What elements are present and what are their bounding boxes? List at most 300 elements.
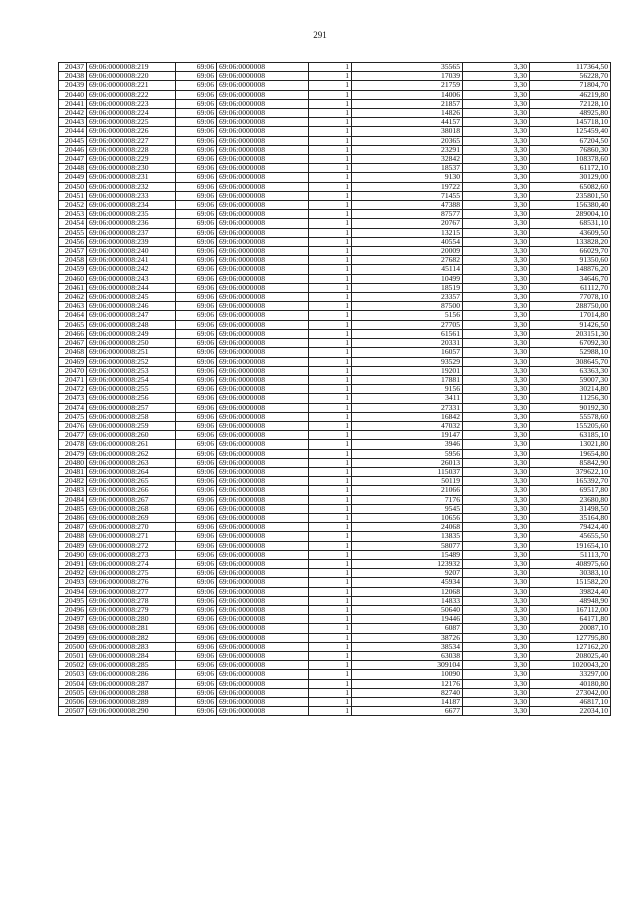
count-value-cell: 1 — [309, 109, 352, 118]
count-value-cell: 1 — [309, 624, 352, 633]
total-value-cell: 125459,40 — [530, 127, 611, 136]
count-value-cell: 1 — [309, 670, 352, 679]
table-row — [59, 412, 611, 421]
block-number-cell: 69:06:0000008 — [217, 550, 309, 559]
count-value-cell: 1 — [309, 679, 352, 688]
block-number-cell: 69:06:0000008 — [217, 421, 309, 430]
block-number-cell: 69:06:0000008 — [217, 707, 309, 716]
rate-value-cell: 3,30 — [463, 283, 530, 292]
cadastral-number-cell: 69:06:0000008:259 — [87, 421, 176, 430]
cadastral-number-cell: 69:06:0000008:233 — [87, 191, 176, 200]
cadastral-number-cell: 69:06:0000008:278 — [87, 596, 176, 605]
row-number-cell: 20472 — [59, 385, 87, 394]
rate-value-cell: 3,30 — [463, 247, 530, 256]
cadastral-number-cell: 69:06:0000008:270 — [87, 523, 176, 532]
count-value-cell: 1 — [309, 431, 352, 440]
count-value-cell: 1 — [309, 228, 352, 237]
rate-value-cell: 3,30 — [463, 688, 530, 697]
area-value-cell: 27705 — [352, 320, 463, 329]
district-code-cell: 69:06 — [176, 431, 217, 440]
block-number-cell: 69:06:0000008 — [217, 477, 309, 486]
count-value-cell: 1 — [309, 247, 352, 256]
district-code-cell: 69:06 — [176, 136, 217, 145]
row-number-cell: 20464 — [59, 311, 87, 320]
area-value-cell: 12068 — [352, 587, 463, 596]
block-number-cell: 69:06:0000008 — [217, 210, 309, 219]
total-value-cell: 52988,10 — [530, 348, 611, 357]
district-code-cell: 69:06 — [176, 210, 217, 219]
row-number-cell: 20446 — [59, 145, 87, 154]
block-number-cell: 69:06:0000008 — [217, 81, 309, 90]
cadastral-number-cell: 69:06:0000008:224 — [87, 109, 176, 118]
district-code-cell: 69:06 — [176, 624, 217, 633]
table-row — [59, 155, 611, 164]
cadastral-number-cell: 69:06:0000008:286 — [87, 670, 176, 679]
total-value-cell: 31498,50 — [530, 504, 611, 513]
count-value-cell: 1 — [309, 118, 352, 127]
total-value-cell: 30214,80 — [530, 385, 611, 394]
area-value-cell: 23357 — [352, 293, 463, 302]
table-row — [59, 513, 611, 522]
cadastral-number-cell: 69:06:0000008:262 — [87, 449, 176, 458]
block-number-cell: 69:06:0000008 — [217, 661, 309, 670]
cadastral-number-cell: 69:06:0000008:276 — [87, 578, 176, 587]
row-number-cell: 20450 — [59, 182, 87, 191]
district-code-cell: 69:06 — [176, 339, 217, 348]
table-body — [59, 63, 611, 716]
count-value-cell: 1 — [309, 412, 352, 421]
area-value-cell: 17039 — [352, 72, 463, 81]
total-value-cell: 288750,00 — [530, 302, 611, 311]
total-value-cell: 289004,10 — [530, 210, 611, 219]
row-number-cell: 20495 — [59, 596, 87, 605]
area-value-cell: 16842 — [352, 412, 463, 421]
count-value-cell: 1 — [309, 357, 352, 366]
district-code-cell: 69:06 — [176, 679, 217, 688]
block-number-cell: 69:06:0000008 — [217, 63, 309, 72]
total-value-cell: 85842,90 — [530, 458, 611, 467]
cadastral-number-cell: 69:06:0000008:219 — [87, 63, 176, 72]
total-value-cell: 11256,30 — [530, 394, 611, 403]
district-code-cell: 69:06 — [176, 504, 217, 513]
total-value-cell: 35164,80 — [530, 513, 611, 522]
table-row — [59, 541, 611, 550]
total-value-cell: 133828,20 — [530, 237, 611, 246]
count-value-cell: 1 — [309, 72, 352, 81]
block-number-cell: 69:06:0000008 — [217, 90, 309, 99]
block-number-cell: 69:06:0000008 — [217, 532, 309, 541]
district-code-cell: 69:06 — [176, 182, 217, 191]
table-row — [59, 348, 611, 357]
block-number-cell: 69:06:0000008 — [217, 145, 309, 154]
row-number-cell: 20506 — [59, 698, 87, 707]
area-value-cell: 123932 — [352, 559, 463, 568]
cadastral-number-cell: 69:06:0000008:282 — [87, 633, 176, 642]
cadastral-number-cell: 69:06:0000008:289 — [87, 698, 176, 707]
area-value-cell: 14833 — [352, 596, 463, 605]
cadastral-number-cell: 69:06:0000008:287 — [87, 679, 176, 688]
count-value-cell: 1 — [309, 237, 352, 246]
block-number-cell: 69:06:0000008 — [217, 679, 309, 688]
area-value-cell: 18537 — [352, 164, 463, 173]
district-code-cell: 69:06 — [176, 99, 217, 108]
rate-value-cell: 3,30 — [463, 348, 530, 357]
table-row — [59, 72, 611, 81]
rate-value-cell: 3,30 — [463, 302, 530, 311]
district-code-cell: 69:06 — [176, 587, 217, 596]
total-value-cell: 145718,10 — [530, 118, 611, 127]
area-value-cell: 21857 — [352, 99, 463, 108]
rate-value-cell: 3,30 — [463, 605, 530, 614]
block-number-cell: 69:06:0000008 — [217, 403, 309, 412]
row-number-cell: 20489 — [59, 541, 87, 550]
district-code-cell: 69:06 — [176, 375, 217, 384]
area-value-cell: 19201 — [352, 366, 463, 375]
rate-value-cell: 3,30 — [463, 375, 530, 384]
area-value-cell: 32842 — [352, 155, 463, 164]
block-number-cell: 69:06:0000008 — [217, 182, 309, 191]
table-row — [59, 403, 611, 412]
count-value-cell: 1 — [309, 201, 352, 210]
row-number-cell: 20474 — [59, 403, 87, 412]
row-number-cell: 20507 — [59, 707, 87, 716]
area-value-cell: 12176 — [352, 679, 463, 688]
area-value-cell: 309104 — [352, 661, 463, 670]
rate-value-cell: 3,30 — [463, 219, 530, 228]
rate-value-cell: 3,30 — [463, 63, 530, 72]
district-code-cell: 69:06 — [176, 513, 217, 522]
rate-value-cell: 3,30 — [463, 495, 530, 504]
row-number-cell: 20467 — [59, 339, 87, 348]
district-code-cell: 69:06 — [176, 440, 217, 449]
area-value-cell: 10656 — [352, 513, 463, 522]
district-code-cell: 69:06 — [176, 366, 217, 375]
count-value-cell: 1 — [309, 642, 352, 651]
block-number-cell: 69:06:0000008 — [217, 578, 309, 587]
district-code-cell: 69:06 — [176, 412, 217, 421]
total-value-cell: 71804,70 — [530, 81, 611, 90]
area-value-cell: 45114 — [352, 265, 463, 274]
table-row — [59, 458, 611, 467]
block-number-cell: 69:06:0000008 — [217, 541, 309, 550]
row-number-cell: 20460 — [59, 274, 87, 283]
block-number-cell: 69:06:0000008 — [217, 504, 309, 513]
district-code-cell: 69:06 — [176, 688, 217, 697]
total-value-cell: 167112,00 — [530, 605, 611, 614]
cadastral-number-cell: 69:06:0000008:258 — [87, 412, 176, 421]
total-value-cell: 30383,10 — [530, 569, 611, 578]
table-row — [59, 210, 611, 219]
table-row — [59, 652, 611, 661]
table-row — [59, 615, 611, 624]
rate-value-cell: 3,30 — [463, 265, 530, 274]
row-number-cell: 20478 — [59, 440, 87, 449]
area-value-cell: 44157 — [352, 118, 463, 127]
table-row — [59, 201, 611, 210]
district-code-cell: 69:06 — [176, 247, 217, 256]
block-number-cell: 69:06:0000008 — [217, 366, 309, 375]
area-value-cell: 115037 — [352, 467, 463, 476]
count-value-cell: 1 — [309, 348, 352, 357]
count-value-cell: 1 — [309, 99, 352, 108]
row-number-cell: 20479 — [59, 449, 87, 458]
rate-value-cell: 3,30 — [463, 477, 530, 486]
cadastral-number-cell: 69:06:0000008:274 — [87, 559, 176, 568]
table-row — [59, 109, 611, 118]
total-value-cell: 191654,10 — [530, 541, 611, 550]
block-number-cell: 69:06:0000008 — [217, 513, 309, 522]
table-row — [59, 320, 611, 329]
area-value-cell: 50640 — [352, 605, 463, 614]
table-row — [59, 118, 611, 127]
table-row — [59, 642, 611, 651]
row-number-cell: 20485 — [59, 504, 87, 513]
table-row — [59, 688, 611, 697]
row-number-cell: 20496 — [59, 605, 87, 614]
count-value-cell: 1 — [309, 495, 352, 504]
count-value-cell: 1 — [309, 661, 352, 670]
rate-value-cell: 3,30 — [463, 652, 530, 661]
total-value-cell: 379622,10 — [530, 467, 611, 476]
total-value-cell: 273042,00 — [530, 688, 611, 697]
rate-value-cell: 3,30 — [463, 504, 530, 513]
cadastral-number-cell: 69:06:0000008:269 — [87, 513, 176, 522]
area-value-cell: 35565 — [352, 63, 463, 72]
block-number-cell: 69:06:0000008 — [217, 293, 309, 302]
block-number-cell: 69:06:0000008 — [217, 495, 309, 504]
table-row — [59, 523, 611, 532]
rate-value-cell: 3,30 — [463, 698, 530, 707]
count-value-cell: 1 — [309, 219, 352, 228]
cadastral-number-cell: 69:06:0000008:251 — [87, 348, 176, 357]
row-number-cell: 20486 — [59, 513, 87, 522]
cadastral-number-cell: 69:06:0000008:267 — [87, 495, 176, 504]
rate-value-cell: 3,30 — [463, 127, 530, 136]
area-value-cell: 5156 — [352, 311, 463, 320]
table-row — [59, 605, 611, 614]
count-value-cell: 1 — [309, 145, 352, 154]
count-value-cell: 1 — [309, 136, 352, 145]
area-value-cell: 93529 — [352, 357, 463, 366]
district-code-cell: 69:06 — [176, 403, 217, 412]
block-number-cell: 69:06:0000008 — [217, 467, 309, 476]
area-value-cell: 47032 — [352, 421, 463, 430]
count-value-cell: 1 — [309, 615, 352, 624]
table-row — [59, 375, 611, 384]
area-value-cell: 23291 — [352, 145, 463, 154]
rate-value-cell: 3,30 — [463, 385, 530, 394]
district-code-cell: 69:06 — [176, 633, 217, 642]
table-row — [59, 357, 611, 366]
district-code-cell: 69:06 — [176, 219, 217, 228]
cadastral-number-cell: 69:06:0000008:265 — [87, 477, 176, 486]
table-row — [59, 63, 611, 72]
block-number-cell: 69:06:0000008 — [217, 375, 309, 384]
block-number-cell: 69:06:0000008 — [217, 118, 309, 127]
count-value-cell: 1 — [309, 504, 352, 513]
block-number-cell: 69:06:0000008 — [217, 164, 309, 173]
district-code-cell: 69:06 — [176, 559, 217, 568]
area-value-cell: 15489 — [352, 550, 463, 559]
district-code-cell: 69:06 — [176, 283, 217, 292]
table-row — [59, 145, 611, 154]
row-number-cell: 20504 — [59, 679, 87, 688]
area-value-cell: 27682 — [352, 256, 463, 265]
district-code-cell: 69:06 — [176, 532, 217, 541]
count-value-cell: 1 — [309, 523, 352, 532]
area-value-cell: 50119 — [352, 477, 463, 486]
area-value-cell: 17881 — [352, 375, 463, 384]
rate-value-cell: 3,30 — [463, 274, 530, 283]
district-code-cell: 69:06 — [176, 495, 217, 504]
count-value-cell: 1 — [309, 486, 352, 495]
row-number-cell: 20468 — [59, 348, 87, 357]
rate-value-cell: 3,30 — [463, 72, 530, 81]
block-number-cell: 69:06:0000008 — [217, 247, 309, 256]
total-value-cell: 66029,70 — [530, 247, 611, 256]
rate-value-cell: 3,30 — [463, 670, 530, 679]
area-value-cell: 14006 — [352, 90, 463, 99]
block-number-cell: 69:06:0000008 — [217, 99, 309, 108]
table-row — [59, 670, 611, 679]
total-value-cell: 91350,60 — [530, 256, 611, 265]
area-value-cell: 10499 — [352, 274, 463, 283]
total-value-cell: 77078,10 — [530, 293, 611, 302]
cadastral-number-cell: 69:06:0000008:283 — [87, 642, 176, 651]
block-number-cell: 69:06:0000008 — [217, 605, 309, 614]
table-row — [59, 191, 611, 200]
table-row — [59, 256, 611, 265]
row-number-cell: 20454 — [59, 219, 87, 228]
block-number-cell: 69:06:0000008 — [217, 642, 309, 651]
row-number-cell: 20463 — [59, 302, 87, 311]
table-row — [59, 431, 611, 440]
table-row — [59, 550, 611, 559]
table-row — [59, 440, 611, 449]
table-row — [59, 421, 611, 430]
district-code-cell: 69:06 — [176, 63, 217, 72]
row-number-cell: 20482 — [59, 477, 87, 486]
row-number-cell: 20493 — [59, 578, 87, 587]
table-row — [59, 219, 611, 228]
cadastral-number-cell: 69:06:0000008:250 — [87, 339, 176, 348]
rate-value-cell: 3,30 — [463, 523, 530, 532]
cadastral-number-cell: 69:06:0000008:228 — [87, 145, 176, 154]
table-row — [59, 265, 611, 274]
cadastral-number-cell: 69:06:0000008:229 — [87, 155, 176, 164]
district-code-cell: 69:06 — [176, 155, 217, 164]
area-value-cell: 19722 — [352, 182, 463, 191]
cadastral-number-cell: 69:06:0000008:261 — [87, 440, 176, 449]
area-value-cell: 20365 — [352, 136, 463, 145]
total-value-cell: 46219,80 — [530, 90, 611, 99]
total-value-cell: 56228,70 — [530, 72, 611, 81]
row-number-cell: 20448 — [59, 164, 87, 173]
count-value-cell: 1 — [309, 366, 352, 375]
rate-value-cell: 3,30 — [463, 366, 530, 375]
row-number-cell: 20466 — [59, 329, 87, 338]
rate-value-cell: 3,30 — [463, 449, 530, 458]
cadastral-number-cell: 69:06:0000008:281 — [87, 624, 176, 633]
area-value-cell: 20767 — [352, 219, 463, 228]
rate-value-cell: 3,30 — [463, 587, 530, 596]
district-code-cell: 69:06 — [176, 385, 217, 394]
cadastral-number-cell: 69:06:0000008:266 — [87, 486, 176, 495]
count-value-cell: 1 — [309, 440, 352, 449]
count-value-cell: 1 — [309, 90, 352, 99]
row-number-cell: 20499 — [59, 633, 87, 642]
row-number-cell: 20473 — [59, 394, 87, 403]
row-number-cell: 20487 — [59, 523, 87, 532]
table-row — [59, 495, 611, 504]
total-value-cell: 48925,80 — [530, 109, 611, 118]
row-number-cell: 20443 — [59, 118, 87, 127]
cadastral-number-cell: 69:06:0000008:240 — [87, 247, 176, 256]
total-value-cell: 127795,80 — [530, 633, 611, 642]
total-value-cell: 22034,10 — [530, 707, 611, 716]
district-code-cell: 69:06 — [176, 569, 217, 578]
total-value-cell: 67204,50 — [530, 136, 611, 145]
district-code-cell: 69:06 — [176, 421, 217, 430]
cadastral-number-cell: 69:06:0000008:253 — [87, 366, 176, 375]
table-row — [59, 532, 611, 541]
row-number-cell: 20500 — [59, 642, 87, 651]
table-row — [59, 477, 611, 486]
block-number-cell: 69:06:0000008 — [217, 431, 309, 440]
total-value-cell: 72128,10 — [530, 99, 611, 108]
row-number-cell: 20491 — [59, 559, 87, 568]
row-number-cell: 20498 — [59, 624, 87, 633]
district-code-cell: 69:06 — [176, 191, 217, 200]
cadastral-number-cell: 69:06:0000008:252 — [87, 357, 176, 366]
total-value-cell: 127162,20 — [530, 642, 611, 651]
rate-value-cell: 3,30 — [463, 182, 530, 191]
rate-value-cell: 3,30 — [463, 81, 530, 90]
cadastral-number-cell: 69:06:0000008:263 — [87, 458, 176, 467]
total-value-cell: 1020043,20 — [530, 661, 611, 670]
block-number-cell: 69:06:0000008 — [217, 385, 309, 394]
area-value-cell: 38534 — [352, 642, 463, 651]
block-number-cell: 69:06:0000008 — [217, 339, 309, 348]
count-value-cell: 1 — [309, 191, 352, 200]
table-row — [59, 136, 611, 145]
block-number-cell: 69:06:0000008 — [217, 155, 309, 164]
area-value-cell: 18519 — [352, 283, 463, 292]
cadastral-number-cell: 69:06:0000008:256 — [87, 394, 176, 403]
district-code-cell: 69:06 — [176, 707, 217, 716]
total-value-cell: 308645,70 — [530, 357, 611, 366]
total-value-cell: 90192,30 — [530, 403, 611, 412]
total-value-cell: 63185,10 — [530, 431, 611, 440]
area-value-cell: 7176 — [352, 495, 463, 504]
district-code-cell: 69:06 — [176, 274, 217, 283]
table-row — [59, 173, 611, 182]
table-row — [59, 339, 611, 348]
block-number-cell: 69:06:0000008 — [217, 688, 309, 697]
table-row — [59, 283, 611, 292]
area-value-cell: 45934 — [352, 578, 463, 587]
area-value-cell: 38726 — [352, 633, 463, 642]
block-number-cell: 69:06:0000008 — [217, 256, 309, 265]
row-number-cell: 20451 — [59, 191, 87, 200]
district-code-cell: 69:06 — [176, 458, 217, 467]
total-value-cell: 165392,70 — [530, 477, 611, 486]
cadastral-number-cell: 69:06:0000008:277 — [87, 587, 176, 596]
count-value-cell: 1 — [309, 375, 352, 384]
count-value-cell: 1 — [309, 385, 352, 394]
total-value-cell: 61112,70 — [530, 283, 611, 292]
block-number-cell: 69:06:0000008 — [217, 559, 309, 568]
